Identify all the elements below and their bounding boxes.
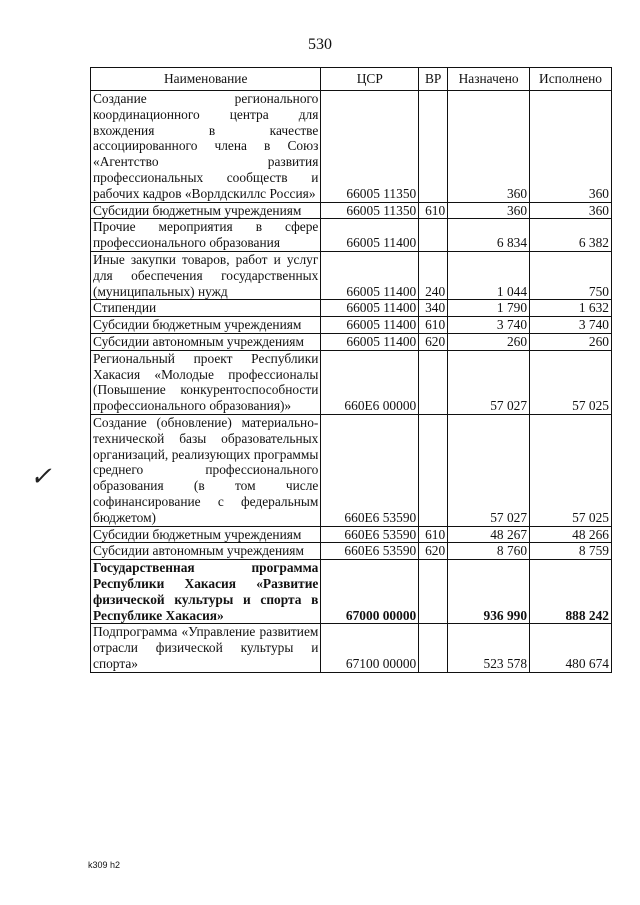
row-csr: 66005 11400 <box>321 251 419 299</box>
row-executed: 480 674 <box>530 624 612 672</box>
row-vr: 610 <box>419 526 448 543</box>
row-name: Субсидии автономным учреждениям <box>91 333 321 350</box>
row-csr: 67000 00000 <box>321 560 419 624</box>
row-vr <box>419 219 448 252</box>
row-name: Субсидии бюджетным учреждениям <box>91 317 321 334</box>
row-assigned: 8 760 <box>448 543 530 560</box>
header-csr: ЦСР <box>321 68 419 91</box>
page-number: 530 <box>308 36 332 53</box>
row-name: Государственная программа Республики Хакасия «Развитие физической культуры и спорта в Республике Хакасия» <box>91 560 321 624</box>
row-vr <box>419 414 448 526</box>
row-csr: 66005 11400 <box>321 317 419 334</box>
row-executed: 888 242 <box>530 560 612 624</box>
row-name: Создание (обновление) материально-технической базы образовательных организаций, реализующих программы среднего профессионального образования (в том числе софинансирование с федеральным бюджетом) <box>91 414 321 526</box>
row-executed: 57 025 <box>530 414 612 526</box>
row-assigned: 6 834 <box>448 219 530 252</box>
row-name: Субсидии бюджетным учреждениям <box>91 526 321 543</box>
row-name: Региональный проект Республики Хакасия «Молодые профессионалы (Повышение конкурентоспособности профессионального образования)» <box>91 350 321 414</box>
row-vr <box>419 624 448 672</box>
row-executed: 1 632 <box>530 300 612 317</box>
row-executed: 360 <box>530 91 612 203</box>
table-row <box>91 300 612 317</box>
row-csr: 660E6 53590 <box>321 526 419 543</box>
table-row <box>91 526 612 543</box>
row-executed: 48 266 <box>530 526 612 543</box>
row-name: Субсидии автономным учреждениям <box>91 543 321 560</box>
checkmark-icon: ✓ <box>30 462 52 491</box>
table-row <box>91 624 612 672</box>
row-vr <box>419 91 448 203</box>
row-assigned: 57 027 <box>448 414 530 526</box>
table-row <box>91 317 612 334</box>
row-assigned: 360 <box>448 202 530 219</box>
row-csr: 660E6 53590 <box>321 543 419 560</box>
row-assigned: 3 740 <box>448 317 530 334</box>
table-row <box>91 414 612 526</box>
header-name: Наименование <box>91 68 321 91</box>
row-vr: 610 <box>419 202 448 219</box>
row-executed: 360 <box>530 202 612 219</box>
row-executed: 3 740 <box>530 317 612 334</box>
row-name: Подпрограмма «Управление развитием отрасли физической культуры и спорта» <box>91 624 321 672</box>
table-row <box>91 202 612 219</box>
row-vr <box>419 350 448 414</box>
table-row <box>91 219 612 252</box>
row-assigned: 260 <box>448 333 530 350</box>
row-assigned: 1 044 <box>448 251 530 299</box>
row-executed: 260 <box>530 333 612 350</box>
row-vr: 340 <box>419 300 448 317</box>
row-csr: 66005 11350 <box>321 91 419 203</box>
row-assigned: 523 578 <box>448 624 530 672</box>
row-csr: 660E6 00000 <box>321 350 419 414</box>
row-csr: 66005 11400 <box>321 219 419 252</box>
row-assigned: 57 027 <box>448 350 530 414</box>
row-executed: 57 025 <box>530 350 612 414</box>
row-csr: 66005 11400 <box>321 300 419 317</box>
row-csr: 66005 11350 <box>321 202 419 219</box>
row-name: Прочие мероприятия в сфере профессионального образования <box>91 219 321 252</box>
row-vr <box>419 560 448 624</box>
row-name: Стипендии <box>91 300 321 317</box>
row-csr: 66005 11400 <box>321 333 419 350</box>
table-row <box>91 350 612 414</box>
table-row <box>91 91 612 203</box>
footer-code: k309 h2 <box>88 860 121 870</box>
row-assigned: 936 990 <box>448 560 530 624</box>
row-executed: 750 <box>530 251 612 299</box>
header-assigned: Назначено <box>448 68 530 91</box>
row-vr: 610 <box>419 317 448 334</box>
row-name: Субсидии бюджетным учреждениям <box>91 202 321 219</box>
row-vr: 240 <box>419 251 448 299</box>
row-csr: 67100 00000 <box>321 624 419 672</box>
row-csr: 660E6 53590 <box>321 414 419 526</box>
row-name: Создание регионального координационного центра для вхождения в качестве ассоциированного члена в Союз «Агентство развития профессиональных сообществ и рабочих кадров «Ворлдскиллс Россия» <box>91 91 321 203</box>
row-vr: 620 <box>419 543 448 560</box>
row-assigned: 360 <box>448 91 530 203</box>
header-executed: Исполнено <box>530 68 612 91</box>
header-vr: ВР <box>419 68 448 91</box>
budget-table <box>90 67 612 673</box>
table-row <box>91 251 612 299</box>
table-header-row <box>91 68 612 91</box>
table-row <box>91 543 612 560</box>
table-row-program <box>91 560 612 624</box>
row-assigned: 48 267 <box>448 526 530 543</box>
row-name: Иные закупки товаров, работ и услуг для обеспечения государственных (муниципальных) нужд <box>91 251 321 299</box>
table-row <box>91 333 612 350</box>
row-vr: 620 <box>419 333 448 350</box>
row-assigned: 1 790 <box>448 300 530 317</box>
row-executed: 8 759 <box>530 543 612 560</box>
row-executed: 6 382 <box>530 219 612 252</box>
